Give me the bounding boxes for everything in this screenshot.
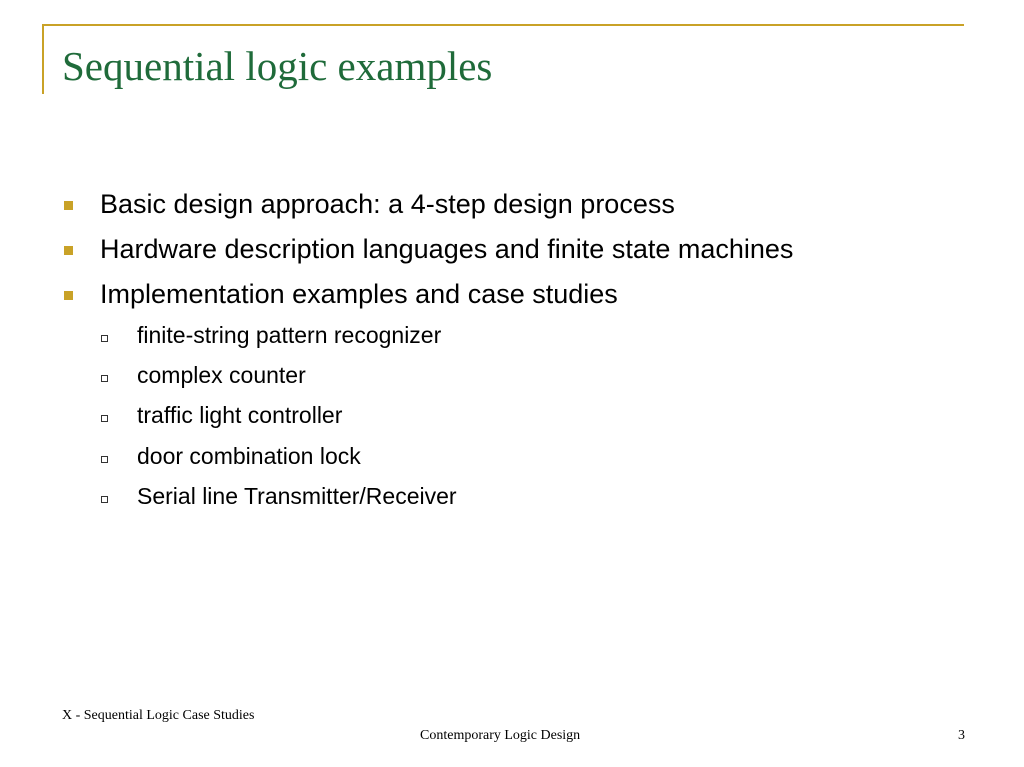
hollow-square-bullet-icon bbox=[101, 415, 108, 422]
sub-bullet-text: complex counter bbox=[137, 362, 306, 388]
title-frame-top-rule bbox=[42, 24, 964, 26]
bullet-text: Basic design approach: a 4-step design process bbox=[100, 189, 675, 219]
sub-bullet-text: finite-string pattern recognizer bbox=[137, 322, 442, 348]
footer-page-number: 3 bbox=[958, 728, 965, 743]
hollow-square-bullet-icon bbox=[101, 456, 108, 463]
slide-title: Sequential logic examples bbox=[62, 43, 493, 89]
footer-chapter-label: X - Sequential Logic Case Studies bbox=[62, 708, 255, 723]
hollow-square-bullet-icon bbox=[101, 496, 108, 503]
sub-bullet-text: Serial line Transmitter/Receiver bbox=[137, 483, 457, 509]
square-bullet-icon bbox=[64, 201, 73, 210]
hollow-square-bullet-icon bbox=[101, 375, 108, 382]
bullet-text: Hardware description languages and finite state machines bbox=[100, 234, 794, 264]
sub-bullet-text: door combination lock bbox=[137, 443, 361, 469]
bullet-text: Implementation examples and case studies bbox=[100, 279, 618, 309]
square-bullet-icon bbox=[64, 291, 73, 300]
square-bullet-icon bbox=[64, 246, 73, 255]
title-frame-left-rule bbox=[42, 24, 44, 94]
footer-course-title: Contemporary Logic Design bbox=[420, 728, 581, 743]
hollow-square-bullet-icon bbox=[101, 335, 108, 342]
sub-bullet-text: traffic light controller bbox=[137, 402, 343, 428]
